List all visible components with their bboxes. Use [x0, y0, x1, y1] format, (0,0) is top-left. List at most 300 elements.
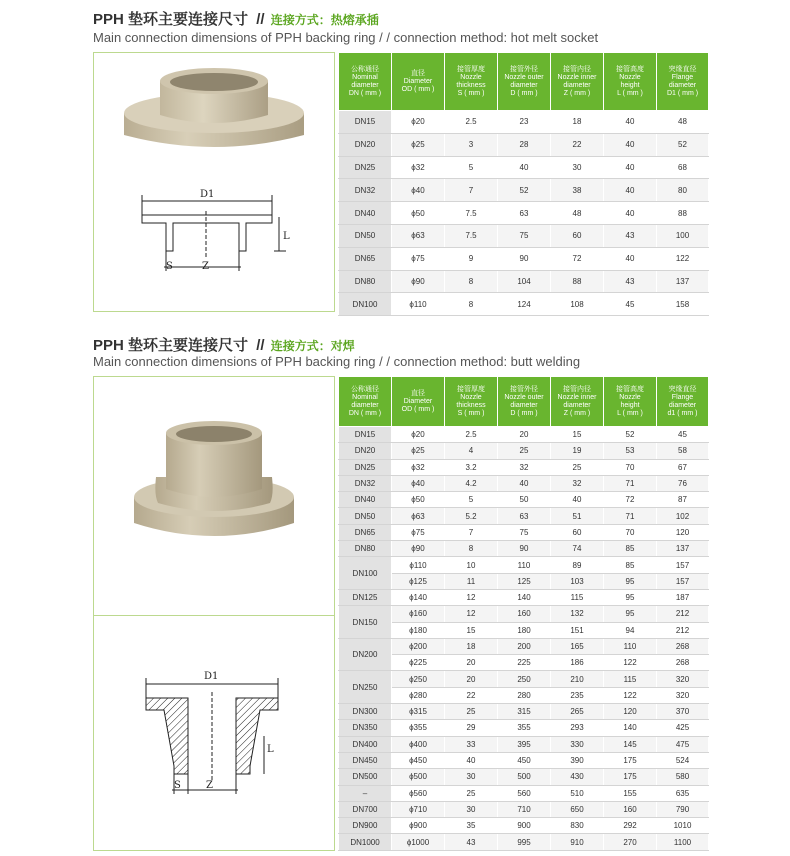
table-cell: 75	[498, 524, 551, 540]
drawing2-label-z: Z	[206, 780, 213, 791]
table-cell: 40	[604, 133, 657, 156]
table-cell: 40	[551, 492, 604, 508]
table-cell: 157	[657, 573, 709, 589]
table-cell: 8	[445, 270, 498, 293]
table-cell: 395	[498, 736, 551, 752]
nominal-diameter-cell: DN40	[339, 492, 392, 508]
table-row	[339, 638, 709, 654]
section1-image-panel	[93, 52, 335, 312]
table-cell: 132	[551, 606, 604, 622]
table-cell: 3.2	[445, 459, 498, 475]
table-cell: 790	[657, 801, 709, 817]
header-cell	[392, 53, 445, 111]
table-cell: 122	[657, 247, 709, 270]
header-line: 直径	[411, 389, 425, 397]
nominal-diameter-cell: DN50	[339, 508, 392, 524]
header-line: diameter	[510, 401, 538, 409]
table-row	[339, 704, 709, 720]
table-cell: ϕ400	[392, 736, 445, 752]
table-row	[339, 801, 709, 817]
nominal-diameter-cell: DN25	[339, 459, 392, 475]
header-cell	[551, 377, 604, 427]
table-cell: 155	[604, 785, 657, 801]
table-cell: 38	[551, 179, 604, 202]
table-cell: 10	[445, 557, 498, 573]
header-line: 接管外径	[510, 65, 538, 73]
header-line: height	[620, 401, 640, 409]
table-cell: 4	[445, 443, 498, 459]
table-cell: 88	[551, 270, 604, 293]
table-cell: 90	[498, 247, 551, 270]
table-row	[339, 834, 709, 850]
table-cell: 160	[498, 606, 551, 622]
header-cell	[339, 53, 392, 111]
table-cell: 25	[445, 704, 498, 720]
table-row	[339, 769, 709, 785]
table-cell: 175	[604, 752, 657, 768]
nominal-diameter-cell: DN80	[339, 270, 392, 293]
section2-image-panel-top	[93, 376, 335, 616]
table-cell: 165	[551, 638, 604, 654]
table-cell: 25	[498, 443, 551, 459]
table-cell: 40	[604, 156, 657, 179]
table-cell: 35	[445, 818, 498, 834]
table-cell: 70	[604, 524, 657, 540]
table-row	[339, 785, 709, 801]
section2-dimension-table	[338, 376, 709, 851]
table-cell: 32	[551, 475, 604, 491]
table-cell: 85	[604, 541, 657, 557]
table-cell: 108	[551, 293, 604, 316]
header-line: Diameter	[403, 397, 433, 405]
table-cell: 89	[551, 557, 604, 573]
table-cell: 75	[498, 224, 551, 247]
header-line: Nominal	[352, 393, 378, 401]
table-cell: 23	[498, 111, 551, 134]
header-cell	[657, 377, 709, 427]
table-cell: ϕ225	[392, 655, 445, 671]
table-cell: 250	[498, 671, 551, 687]
table-cell: 85	[604, 557, 657, 573]
header-line: Nominal	[352, 73, 378, 81]
table-cell: 830	[551, 818, 604, 834]
table-cell: 30	[551, 156, 604, 179]
header-line: Flange	[671, 73, 694, 81]
table-cell: ϕ315	[392, 704, 445, 720]
nominal-diameter-cell: DN450	[339, 752, 392, 768]
nominal-diameter-cell: DN50	[339, 224, 392, 247]
table-row	[339, 655, 709, 671]
table-cell: 510	[551, 785, 604, 801]
header-cell	[604, 53, 657, 111]
table-cell: ϕ40	[392, 179, 445, 202]
section2-title-method: 连接方式：对焊	[270, 339, 355, 353]
drawing2-label-s: S	[174, 780, 181, 791]
table-cell: 40	[604, 111, 657, 134]
header-cell	[604, 377, 657, 427]
table-row	[339, 443, 709, 459]
table-cell: 30	[445, 801, 498, 817]
table-cell: 12	[445, 606, 498, 622]
header-line: OD ( mm )	[401, 405, 435, 413]
table-row	[339, 508, 709, 524]
table-cell: 2.5	[445, 427, 498, 443]
table-cell: 28	[498, 133, 551, 156]
butt-weld-ring-product-image	[94, 377, 334, 615]
table-row	[339, 475, 709, 491]
table-row	[339, 293, 709, 316]
table-cell: 140	[498, 589, 551, 605]
table-cell: 151	[551, 622, 604, 638]
table-cell: ϕ560	[392, 785, 445, 801]
header-line: diameter	[351, 401, 379, 409]
table-cell: 40	[604, 247, 657, 270]
header-line: 接管高度	[616, 385, 644, 393]
table-cell: 71	[604, 475, 657, 491]
section1-title-method: 连接方式：热熔承插	[270, 13, 379, 27]
table-cell: 60	[551, 524, 604, 540]
table-cell: 7	[445, 179, 498, 202]
table-cell: 125	[498, 573, 551, 589]
table-cell: 3	[445, 133, 498, 156]
table-cell: 40	[604, 202, 657, 225]
header-line: height	[620, 81, 640, 89]
header-line: thickness	[456, 81, 486, 89]
table-cell: 9	[445, 247, 498, 270]
table-cell: 20	[445, 671, 498, 687]
header-line: 接管高度	[616, 65, 644, 73]
table-cell: 90	[498, 541, 551, 557]
nominal-diameter-cell: DN700	[339, 801, 392, 817]
table-cell: 268	[657, 638, 709, 654]
table-cell: 45	[604, 293, 657, 316]
drawing1-label-z: Z	[202, 261, 209, 272]
header-cell	[445, 53, 498, 111]
header-line: d1 ( mm )	[667, 409, 698, 417]
table-cell: 330	[551, 736, 604, 752]
table-row	[339, 224, 709, 247]
header-line: thickness	[456, 401, 486, 409]
table-cell: 43	[604, 224, 657, 247]
table-cell: 124	[498, 293, 551, 316]
table-cell: ϕ710	[392, 801, 445, 817]
table-cell: 450	[498, 752, 551, 768]
table-cell: 425	[657, 720, 709, 736]
table-cell: 43	[445, 834, 498, 850]
header-line: Nozzle outer	[504, 73, 544, 81]
table-cell: 22	[551, 133, 604, 156]
table-cell: 355	[498, 720, 551, 736]
table-cell: 94	[604, 622, 657, 638]
header-line: 接管内径	[563, 385, 591, 393]
table-cell: 225	[498, 655, 551, 671]
nominal-diameter-cell: DN32	[339, 179, 392, 202]
header-cell	[392, 377, 445, 427]
table-cell: 7	[445, 524, 498, 540]
table-cell: ϕ25	[392, 133, 445, 156]
table-cell: 995	[498, 834, 551, 850]
section2-title-main: PPH 垫环主要连接尺寸	[93, 337, 249, 354]
table-cell: 145	[604, 736, 657, 752]
header-line: diameter	[351, 81, 379, 89]
table-cell: ϕ110	[392, 293, 445, 316]
table-cell: 80	[657, 179, 709, 202]
header-line: Nozzle	[619, 73, 641, 81]
table-cell: ϕ25	[392, 443, 445, 459]
header-line: 接管厚度	[457, 65, 485, 73]
table-cell: 95	[604, 606, 657, 622]
header-cell	[339, 377, 392, 427]
header-line: Nozzle	[619, 393, 641, 401]
table-cell: 8	[445, 293, 498, 316]
table-cell: 43	[604, 270, 657, 293]
table-cell: 95	[604, 573, 657, 589]
header-line: S ( mm )	[457, 409, 485, 417]
table-cell: 63	[498, 202, 551, 225]
table-row	[339, 687, 709, 703]
table-cell: 320	[657, 671, 709, 687]
header-line: 公称通径	[351, 385, 379, 393]
table-row	[339, 736, 709, 752]
table-cell: 710	[498, 801, 551, 817]
table-cell: ϕ110	[392, 557, 445, 573]
drawing2-label-d1: D1	[204, 671, 219, 682]
table-row	[339, 459, 709, 475]
nominal-diameter-cell: DN15	[339, 427, 392, 443]
table-cell: 74	[551, 541, 604, 557]
table-cell: 900	[498, 818, 551, 834]
nominal-diameter-cell: DN500	[339, 769, 392, 785]
header-line: L ( mm )	[617, 409, 643, 417]
table-cell: 102	[657, 508, 709, 524]
header-line: Nozzle outer	[504, 393, 544, 401]
table-cell: 500	[498, 769, 551, 785]
table-cell: 72	[604, 492, 657, 508]
header-line: diameter	[510, 81, 538, 89]
header-line: Z ( mm )	[563, 409, 591, 417]
drawing1-label-s: S	[166, 261, 173, 272]
header-cell	[498, 53, 551, 111]
header-line: diameter	[668, 81, 697, 89]
table-cell: 580	[657, 769, 709, 785]
section2-title-slash: //	[256, 337, 265, 354]
nominal-diameter-cell: DN100	[339, 557, 392, 590]
header-line: diameter	[563, 81, 591, 89]
nominal-diameter-cell: DN65	[339, 524, 392, 540]
table-cell: 60	[551, 224, 604, 247]
header-line: DN ( mm )	[348, 409, 382, 417]
table-cell: 320	[657, 687, 709, 703]
table-cell: ϕ200	[392, 638, 445, 654]
table-cell: 5	[445, 492, 498, 508]
table-cell: 1100	[657, 834, 709, 850]
table-cell: 48	[657, 111, 709, 134]
table-cell: 103	[551, 573, 604, 589]
nominal-diameter-cell: DN100	[339, 293, 392, 316]
header-line: DN ( mm )	[348, 89, 382, 97]
table-row	[339, 589, 709, 605]
table-cell: 40	[445, 752, 498, 768]
table-cell: ϕ90	[392, 541, 445, 557]
section1-subtitle: Main connection dimensions of PPH backing ring / / connection method: hot melt socket	[93, 30, 599, 45]
header-line: Nozzle	[460, 393, 482, 401]
table-cell: 5.2	[445, 508, 498, 524]
table-cell: ϕ180	[392, 622, 445, 638]
nominal-diameter-cell: DN25	[339, 156, 392, 179]
table-cell: 40	[498, 475, 551, 491]
table-cell: 68	[657, 156, 709, 179]
table-cell: ϕ20	[392, 111, 445, 134]
table-cell: 7.5	[445, 224, 498, 247]
header-line: Nozzle	[460, 73, 482, 81]
table-row	[339, 202, 709, 225]
table-cell: 5	[445, 156, 498, 179]
header-line: 突缘直径	[668, 65, 697, 73]
table-cell: 71	[604, 508, 657, 524]
table-cell: 52	[604, 427, 657, 443]
table-cell: 160	[604, 801, 657, 817]
table-cell: 100	[657, 224, 709, 247]
table-row	[339, 133, 709, 156]
header-line: 接管外径	[510, 385, 538, 393]
table-cell: ϕ75	[392, 247, 445, 270]
table-cell: 187	[657, 589, 709, 605]
table-cell: 19	[551, 443, 604, 459]
table-cell: ϕ32	[392, 459, 445, 475]
table-row	[339, 156, 709, 179]
table-row	[339, 492, 709, 508]
table-cell: 7.5	[445, 202, 498, 225]
header-line: D1 ( mm )	[666, 89, 699, 97]
table-cell: 18	[551, 111, 604, 134]
nominal-diameter-cell: DN65	[339, 247, 392, 270]
header-line: diameter	[563, 401, 591, 409]
nominal-diameter-cell: DN250	[339, 671, 392, 704]
header-line: 突缘直径	[668, 385, 697, 393]
table-cell: 50	[498, 492, 551, 508]
table-row	[339, 573, 709, 589]
nominal-diameter-cell: DN20	[339, 133, 392, 156]
table-cell: 560	[498, 785, 551, 801]
butt-weld-ring-drawing	[94, 616, 334, 850]
table-cell: 45	[657, 427, 709, 443]
table-cell: 104	[498, 270, 551, 293]
table-cell: 390	[551, 752, 604, 768]
table-cell: 200	[498, 638, 551, 654]
table-cell: ϕ140	[392, 589, 445, 605]
table-cell: ϕ280	[392, 687, 445, 703]
nominal-diameter-cell: DN1000	[339, 834, 392, 850]
nominal-diameter-cell: DN80	[339, 541, 392, 557]
table-row	[339, 720, 709, 736]
table-cell: 95	[604, 589, 657, 605]
header-cell	[657, 53, 709, 111]
table-row	[339, 247, 709, 270]
table-cell: 52	[657, 133, 709, 156]
table-cell: 650	[551, 801, 604, 817]
table-row	[339, 524, 709, 540]
table-row	[339, 752, 709, 768]
header-line: Z ( mm )	[563, 89, 591, 97]
table-cell: 18	[445, 638, 498, 654]
table-cell: 115	[551, 589, 604, 605]
header-line: 公称通径	[351, 65, 379, 73]
nominal-diameter-cell: DN400	[339, 736, 392, 752]
section2-subtitle: Main connection dimensions of PPH backing ring / / connection method: butt welding	[93, 354, 581, 369]
table-cell: 20	[445, 655, 498, 671]
table-cell: 293	[551, 720, 604, 736]
table-cell: 72	[551, 247, 604, 270]
table-cell: 25	[445, 785, 498, 801]
table-cell: 58	[657, 443, 709, 459]
header-line: Flange	[671, 393, 694, 401]
table-cell: 33	[445, 736, 498, 752]
table-cell: ϕ160	[392, 606, 445, 622]
table-cell: ϕ50	[392, 202, 445, 225]
section1-title-slash: //	[256, 11, 265, 28]
nominal-diameter-cell: DN20	[339, 443, 392, 459]
header-cell	[445, 377, 498, 427]
header-line: Nozzle inner	[557, 73, 597, 81]
table-cell: ϕ1000	[392, 834, 445, 850]
table-cell: ϕ75	[392, 524, 445, 540]
table-cell: 212	[657, 606, 709, 622]
table-cell: 40	[604, 179, 657, 202]
table-cell: 4.2	[445, 475, 498, 491]
header-cell	[551, 53, 604, 111]
table-cell: ϕ40	[392, 475, 445, 491]
header-line: 接管内径	[563, 65, 591, 73]
table-cell: 524	[657, 752, 709, 768]
table-cell: ϕ900	[392, 818, 445, 834]
table-cell: 52	[498, 179, 551, 202]
table-cell: 1010	[657, 818, 709, 834]
drawing1-label-l: L	[283, 231, 290, 242]
table-cell: ϕ63	[392, 224, 445, 247]
drawing1-label-d1: D1	[200, 189, 215, 200]
table-cell: 76	[657, 475, 709, 491]
table-cell: 212	[657, 622, 709, 638]
table-cell: 115	[604, 671, 657, 687]
header-cell	[498, 377, 551, 427]
table-cell: 40	[498, 156, 551, 179]
table-cell: 70	[604, 459, 657, 475]
nominal-diameter-cell: DN300	[339, 704, 392, 720]
section1-title-main: PPH 垫环主要连接尺寸	[93, 11, 249, 28]
table-cell: ϕ355	[392, 720, 445, 736]
table-cell: 25	[551, 459, 604, 475]
table-row	[339, 179, 709, 202]
table-row	[339, 111, 709, 134]
table-cell: 910	[551, 834, 604, 850]
table-cell: 270	[604, 834, 657, 850]
table-row	[339, 622, 709, 638]
nominal-diameter-cell: DN32	[339, 475, 392, 491]
table-row	[339, 671, 709, 687]
header-line: D ( mm )	[510, 409, 538, 417]
table-cell: 186	[551, 655, 604, 671]
header-line: OD ( mm )	[401, 85, 435, 93]
table-cell: 22	[445, 687, 498, 703]
table-cell: 15	[445, 622, 498, 638]
table-row	[339, 557, 709, 573]
table-cell: 30	[445, 769, 498, 785]
nominal-diameter-cell: DN15	[339, 111, 392, 134]
table-cell: 370	[657, 704, 709, 720]
table-cell: 137	[657, 541, 709, 557]
table-cell: 48	[551, 202, 604, 225]
table-cell: 265	[551, 704, 604, 720]
